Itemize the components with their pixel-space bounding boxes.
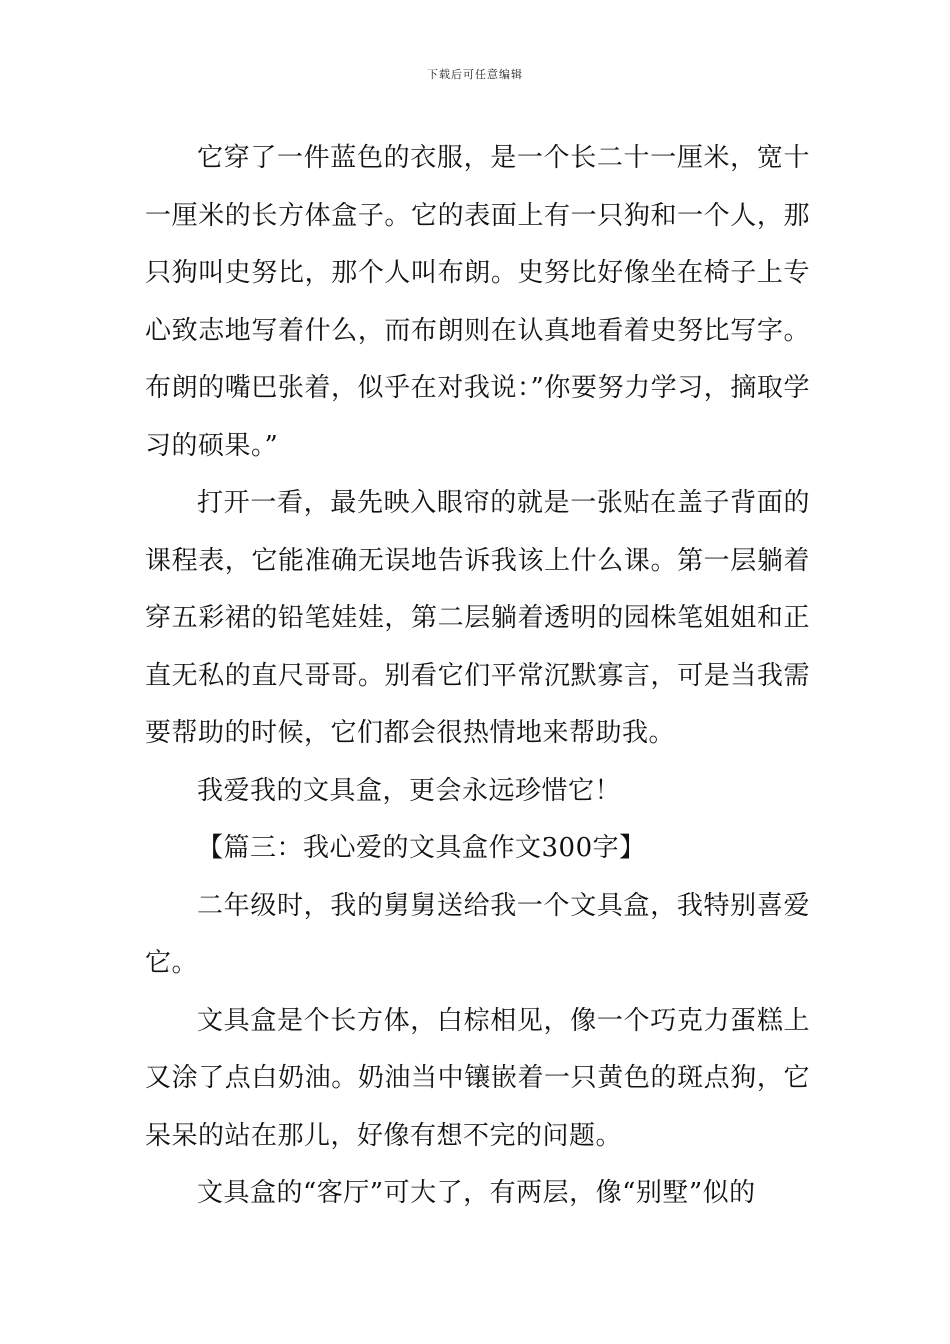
section-paragraph-1: 二年级时，我的舅舅送给我一个文具盒，我特别喜爱它。: [145, 890, 810, 978]
section-paragraph-2: 文具盒是个长方体，白棕相见，像一个巧克力蛋糕上又涂了点白奶油。奶油当中镶嵌着一只黄色的斑点狗，它呆呆的站在那儿，好像有想不完的问题。: [145, 1005, 810, 1151]
paragraph-1: 它穿了一件蓝色的衣服，是一个长二十一厘米，宽十一厘米的长方体盒子。它的表面上有一只狗和一个人，那只狗叫史努比，那个人叫布朗。史努比好像坐在椅子上专心致志地写着什么，而布朗则在认真地看着史努比写字。布朗的嘴巴张着，似乎在对我说：”你要努力学习，摘取学习的硕果。”: [145, 143, 810, 461]
paragraph-3: 我爱我的文具盒，更会永远珍惜它！: [197, 775, 622, 806]
section-heading: 【篇三：我心爱的文具盒作文300字】: [197, 833, 646, 863]
header-note: 下载后可任意编辑: [427, 68, 523, 81]
article-body: [145, 130, 810, 1223]
section-paragraph-3: 文具盒的“客厅”可大了，有两层，像“别墅”似的: [197, 1178, 756, 1208]
paragraph-2: 打开一看，最先映入眼帘的就是一张贴在盖子背面的课程表，它能准确无误地告诉我该上什么课。第一层躺着穿五彩裙的铅笔娃娃，第二层躺着透明的园株笔姐姐和正直无私的直尺哥哥。别看它们平常沉默寡言，可是当我需要帮助的时候，它们都会很热情地来帮助我。: [145, 488, 810, 748]
